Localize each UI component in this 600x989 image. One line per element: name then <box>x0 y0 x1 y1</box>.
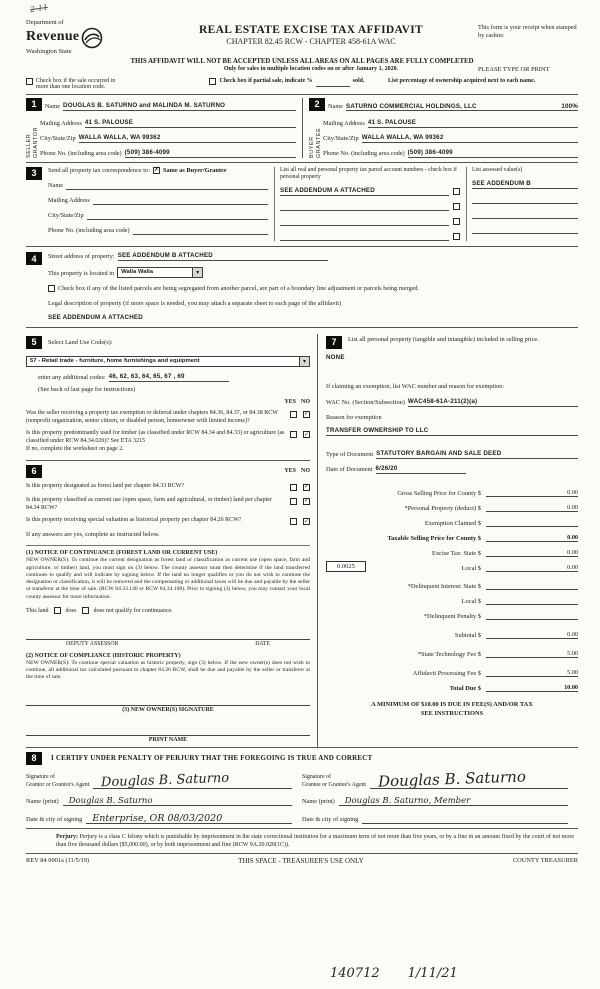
partial-sale-label: Check box if partial sale, indicate % <box>219 77 313 84</box>
corr-city-label: City/State/Zip <box>48 211 84 219</box>
revenue-wordmark: Revenue <box>26 29 80 45</box>
grantor-name-print-label: Name (print) <box>26 797 59 805</box>
section-7-number: 7 <box>326 336 342 349</box>
multi-location-checkbox[interactable] <box>26 78 33 85</box>
gross-price-field[interactable]: 0.00 <box>486 489 578 497</box>
q-timber-yes-checkbox[interactable] <box>290 431 297 438</box>
wac-label: WAC No. (Section/Subsection) <box>326 398 405 406</box>
section-5-number: 5 <box>26 336 42 349</box>
same-as-buyer-label: Same as Buyer/Grantee <box>162 166 227 174</box>
q-currentuse-yes-checkbox[interactable] <box>290 498 297 505</box>
doc-date-label: Date of Document <box>326 465 373 473</box>
state-tech-fee-field[interactable]: 5.00 <box>486 650 578 658</box>
partial-sale-checkbox[interactable] <box>209 78 216 85</box>
dor-swirl-icon <box>81 27 103 49</box>
deputy-assessor-label: DEPUTY ASSESSOR <box>66 640 119 647</box>
grantee-signature: Douglas B. Saturno <box>377 767 527 791</box>
form-footer <box>26 854 578 865</box>
segregated-label: Check box if any of the listed parcels are being segregated from another parcel, are part of a boundary line adjustment or parcels being merged. <box>58 285 420 293</box>
timber-agriculture-question: Is this property predominantly used for timber (as classified under RCW 84.34 and 84.33) or agriculture (as classified under RCW 84.34.020)? See ETA 3215 If no, complete the worksheet on page 2. <box>26 430 285 452</box>
reason-field[interactable]: TRANSFER OWNERSHIP TO LLC <box>326 427 578 436</box>
this-land-label: This land <box>26 607 49 614</box>
seller-side-label: SELLER GRANTOR <box>25 126 39 158</box>
grantor-date-city-field[interactable]: Enterprise, OR 08/03/2020 <box>86 815 292 824</box>
exemption-intro: If claiming an exemption, list WAC number and reason for exemption: <box>326 382 505 390</box>
excise-state-field[interactable]: 0.00 <box>486 549 578 557</box>
grantor-name-print-field[interactable]: Douglas B. Saturno <box>63 797 292 806</box>
q-forest-yes-checkbox[interactable] <box>290 484 297 491</box>
grantee-date-city-field[interactable] <box>362 815 568 824</box>
completion-warning: THIS AFFIDAVIT WILL NOT BE ACCEPTED UNLESS ALL AREAS ON ALL PAGES ARE FULLY COMPLETED <box>130 57 474 65</box>
historic-property-question: Is this property receiving special valuation as historical property per chapter 84.26 RCW? <box>26 517 242 524</box>
assessed-field-2[interactable] <box>472 195 578 204</box>
dor-logo <box>26 20 144 56</box>
exemption-fees-column <box>318 334 578 747</box>
fee-label: Excise Tax: State $ <box>432 549 481 557</box>
affidavit-fee-field[interactable]: 5.00 <box>486 669 578 677</box>
county-treasurer-label: COUNTY TREASURER <box>512 857 578 865</box>
assessed-field-3[interactable] <box>472 210 578 219</box>
fee-label: *Delinquent Interest: State $ <box>407 582 481 590</box>
grantee-date-city-label: Date & city of signing <box>302 815 359 823</box>
subtotal-field[interactable]: 0.00 <box>486 631 578 639</box>
dept-of-label: Department of <box>26 19 64 26</box>
new-owner-signature-label: (3) NEW OWNER(S) SIGNATURE <box>122 706 214 713</box>
seller-city-field[interactable]: WALLA WALLA, WA 99362 <box>79 134 296 143</box>
does-label: does <box>65 607 77 614</box>
notice-continuance-title: (1) NOTICE OF CONTINUANCE (FOREST LAND OR CURRENT USE) <box>26 545 310 556</box>
buyer-section <box>302 98 578 158</box>
notice-compliance-title: (2) NOTICE OF COMPLIANCE (HISTORIC PROPERTY) <box>26 652 181 659</box>
fee-label: Taxable Selling Price for County $ <box>387 534 481 542</box>
total-due-field[interactable]: 10.00 <box>486 684 578 692</box>
section-6-number: 6 <box>26 465 42 478</box>
q-currentuse-no-checkbox[interactable]: ✓ <box>303 497 310 505</box>
parcel-field-2[interactable] <box>280 202 449 211</box>
ownership-note: List percentage of ownership acquired next to each name. <box>388 77 536 84</box>
parcel-field-4[interactable] <box>280 232 449 241</box>
minimum-due-note: A MINIMUM OF $10.00 IS DUE IN FEE(S) AND/OR TAX SEE INSTRUCTIONS <box>371 700 533 717</box>
pen-scribble: 2-11 <box>29 2 49 15</box>
notice-continuance-body: NEW OWNER(S): To continue the current designation as forest land or classification as current use (open space, farm and agriculture, or timber) land, you must sign on (3) below. The county assessor must then determine if the land transferred continues to qualify and will indicate by signing below. If the land no longer qualifies or you do not wish to continue the designation or classification, it will be removed and the compensating or additional taxes will be due and payable by the seller or transferor at the time of sale. (RCW 84.33.140 or RCW 84.34.108). Prior to signing (3) below, you may contact your local county assessor for more information. <box>26 557 310 600</box>
buyer-phone-field[interactable]: (509) 386-4099 <box>408 149 578 158</box>
multi-location-label: Check box if the sale occurred in more than one location code. <box>36 77 116 90</box>
exemption-claimed-field[interactable] <box>486 519 578 527</box>
same-as-buyer-checkbox[interactable]: ✗ <box>153 166 159 174</box>
local-rate-box: 0.0025 <box>326 561 366 572</box>
fee-label: Exemption Claimed $ <box>424 519 481 527</box>
form-revision: REV 84 0001a (11/5/19) <box>26 857 90 865</box>
does-not-label: does not qualify for continuance. <box>93 607 173 614</box>
grantor-date-city-label: Date & city of signing <box>26 815 83 823</box>
reason-label: Reason for exemption <box>326 413 382 421</box>
street-address-label: Street address of property: <box>48 253 115 261</box>
land-use-select[interactable]: 57 - Retail trade - furniture, home furnishings and equipment ▾ <box>26 356 310 367</box>
perjury-notice: Perjury: Perjury is a class C felony which is punishable by imprisonment in the state correctional institution for a maximum term of not more than five years, or by a fine in an amount fixed by the court of not more than five thousand dollars ($5,000.00), or by both imprisonment and fine (RCW 9A.20.020(1C)). <box>26 829 578 854</box>
parcel-numbers-header: List all real and personal property tax parcel account numbers - check box if personal property <box>280 166 457 180</box>
seller-mailing-label: Mailing Address <box>40 119 82 127</box>
certify-statement: I CERTIFY UNDER PENALTY OF PERJURY THAT THE FOREGOING IS TRUE AND CORRECT <box>51 754 373 763</box>
q-historic-no-checkbox[interactable]: ✓ <box>303 517 310 525</box>
personal-property-checkbox-1[interactable] <box>453 188 460 195</box>
does-qualify-checkbox[interactable] <box>54 607 61 614</box>
q-forest-no-checkbox[interactable]: ✓ <box>303 483 310 491</box>
new-owner-signature-line[interactable] <box>26 695 310 706</box>
street-address-field[interactable]: SEE ADDENDUM B ATTACHED <box>118 252 328 261</box>
buyer-mailing-label: Mailing Address <box>323 119 365 127</box>
personal-property-checkbox-2[interactable] <box>453 203 460 210</box>
current-use-question: Is this property classified as current use (open space, farm and agricultural, or timber) land per chapter 84.34 RCW? <box>26 496 272 511</box>
assessed-field-4[interactable] <box>472 225 578 234</box>
personal-property-label: List all personal property (tangible and intangible) included in selling price. <box>348 335 539 343</box>
partial-percent-field[interactable] <box>316 78 350 87</box>
corr-phone-field[interactable] <box>133 226 268 235</box>
doc-date-field[interactable]: 6/26/20 <box>376 465 466 474</box>
q-timber-no-checkbox[interactable]: ✓ <box>303 430 310 438</box>
corr-city-field[interactable] <box>87 211 268 220</box>
section-1-number: 1 <box>26 98 42 111</box>
assessed-values-header: List assessed value(s) <box>472 166 523 173</box>
grantor-signature-field[interactable] <box>93 771 292 789</box>
wac-field[interactable]: WAC458-61A-211(2)(a) <box>408 398 578 407</box>
q-exemption-no-checkbox[interactable]: ✓ <box>303 410 310 418</box>
doc-type-field[interactable]: STATUTORY BARGAIN AND SALE DEED <box>376 450 578 459</box>
form-header <box>26 20 578 56</box>
taxable-price-field[interactable]: 0.00 <box>486 534 578 542</box>
land-use-select-label: Select Land Use Code(s): <box>48 338 113 346</box>
doc-type-label: Type of Document <box>326 450 374 458</box>
buyer-phone-label: Phone No. (including area code) <box>323 149 405 157</box>
see-back-note: (See back of last page for instructions) <box>38 385 136 393</box>
fee-label: *Delinquent Penalty $ <box>423 612 481 620</box>
chevron-down-icon[interactable]: ▾ <box>192 268 202 277</box>
section-2-number: 2 <box>309 98 325 111</box>
q-historic-yes-checkbox[interactable] <box>290 518 297 525</box>
grantee-signature-label: Signature of Grantee or Grantee's Agent <box>302 774 367 788</box>
excise-local-field[interactable]: 0.00 <box>486 564 578 572</box>
receipt-number: 140712 <box>330 966 380 981</box>
corr-name-field[interactable] <box>66 181 268 190</box>
corr-mailing-field[interactable] <box>93 196 268 205</box>
personal-property-value[interactable]: NONE <box>326 353 345 361</box>
washington-state-label: Washington State <box>26 47 72 55</box>
additional-codes-label: enter any additional codes: <box>38 374 106 382</box>
fee-label: *Personal Property (deduct) $ <box>404 504 481 512</box>
notice-compliance-body: NEW OWNER(S): To continue special valuation as historic property, sign (3) below. If the new owner(s) does not wish to continue, all additional tax calculated pursuant to chapter 84.26 RCW, shall be due and payable by the seller or transferor at the time of sale. <box>26 659 310 681</box>
fee-label: Subtotal $ <box>454 631 481 639</box>
please-type-note: PLEASE TYPE OR PRINT <box>478 65 550 73</box>
fee-label: *State Technology Fee $ <box>417 650 481 658</box>
personal-deduct-field[interactable]: 0.00 <box>486 504 578 512</box>
any-yes-note: If any answers are yes, complete as instructed below. <box>26 531 160 539</box>
seller-section <box>26 98 302 158</box>
only-for-note: Only for sales in multiple location codes on or after January 1, 2020. <box>223 65 399 72</box>
treasurer-receipt-handwriting <box>330 966 458 981</box>
forest-land-question: Is this property designated as forest land per chapter 84.33 RCW? <box>26 482 185 489</box>
print-name-line[interactable] <box>26 725 310 736</box>
print-name-label: PRINT NAME <box>148 736 188 743</box>
buyer-name-field[interactable]: SATURNO COMMERCIAL HOLDINGS, LLC 100% <box>346 102 578 110</box>
grantor-signature: Douglas B. Saturno <box>101 770 230 790</box>
page-subtitle: CHAPTER 82.45 RCW - CHAPTER 458-61A WAC <box>226 37 396 46</box>
no-header: NO <box>301 398 310 405</box>
page-title: REAL ESTATE EXCISE TAX AFFIDAVIT <box>199 24 423 36</box>
grantee-name-print-field[interactable]: Douglas B. Saturno, Member <box>339 797 568 806</box>
partial-sold-label: sold. <box>352 77 365 84</box>
fee-label: Local $ <box>461 564 481 572</box>
land-use-column: 5 Select Land Use Code(s): 57 - Retail trade - furniture, home furnishings and equipment ▾ enter any additional codes: 46, 62, 63, 64, 65, 67 , 69 (See back of last page for instructions) YES NO Was the seller receiving a property tax exemption or deferral under chapters 84.36, 84.37, or 84.38 RCW (nonprofit organization, senior citizen, or disabled person, homeowner with limited income)? ✓ Is this property predominantly used for timber (as classified under RCW 84.34 and 84.33) or agriculture (as classified under RCW 84.34.020)? See ETA 3215 If no, complete the worksheet on page 2. ✓ 6 YES NO Is this property designated as forest land per chapter 84.33 RCW? ✓ Is this property classified as current use (open space, farm and agricultural, or timber) land per chapter 84.34 RCW? ✓ Is this property receiving special valuation as historical property per chapter 84.26 RCW? ✓ If any answers are yes, complete as instructed below. (1) NOTICE OF CONTINUANCE (FOREST LAND OR CURRENT USE) NEW OWNER(S): To continue the current designation as forest land or classification as current use (open space, farm and agriculture, or timber) land, you must sign on (3) below. The county assessor must then determine if the land transferred continues to qualify and will indicate by signing below. If the land no longer qualifies or you do not wish to continue the designation or classification, it will be removed and the compensating or additional taxes will be due and payable by the seller or transferor at the time of sale. (RCW 84.33.140 or RCW 84.34.108). Prior to signing (3) below, you may contact your local county assessor for more information. This land does does not qualify for continuance. DEPUTY ASSESSOR DATE (2) NOTICE OF COMPLIANCE (HISTORIC PROPERTY) NEW OWNER(S): To continue special valuation as historic property, sign (3) below. If the new owner(s) does not wish to continue, all additional tax calculated pursuant to chapter 84.26 RCW, shall be due and payable by the seller or transferor at the time of sale. (3) NEW OWNER(S) SIGNATURE PRINT NAME <box>26 334 318 747</box>
date-label: DATE <box>255 640 270 647</box>
buyer-city-label: City/State/Zip <box>323 134 359 142</box>
property-location-section <box>26 247 578 328</box>
fee-label: Affidavit Processing Fee $ <box>412 669 481 677</box>
corr-mailing-label: Mailing Address <box>48 196 90 204</box>
located-in-label: This property is located in <box>48 270 115 278</box>
personal-property-checkbox-4[interactable] <box>453 233 460 240</box>
delinquent-interest-local-field[interactable] <box>486 597 578 605</box>
tax-correspondence-section <box>26 163 578 247</box>
seller-mailing-field[interactable]: 41 S. PALOUSE <box>85 119 296 128</box>
receipt-note: This form is your receipt when stamped by cashier. <box>478 24 577 40</box>
parcel-field-3[interactable] <box>280 217 449 226</box>
legal-description-value[interactable]: SEE ADDENDUM A ATTACHED <box>48 313 143 321</box>
delinquent-penalty-field[interactable] <box>486 612 578 620</box>
personal-property-checkbox-3[interactable] <box>453 218 460 225</box>
fee-label: Gross Selling Price for County $ <box>397 489 481 497</box>
yes-header: YES <box>284 398 296 405</box>
send-correspondence-label: Send all property tax correspondence to: <box>48 166 150 174</box>
seller-name-label: Name <box>45 102 61 110</box>
corr-name-label: Name <box>48 181 64 189</box>
buyer-side-label: BUYER GRANTEE <box>308 127 322 158</box>
parcel-field-1[interactable]: SEE ADDENDUM A ATTACHED <box>280 187 449 196</box>
seller-exemption-question: Was the seller receiving a property tax exemption or deferral under chapters 84.36, 84.37, or 84.38 RCW (nonprofit organization, senior citizen, or disabled person, homeowner with limited income)? <box>26 409 278 424</box>
treasurer-space-label: THIS SPACE - TREASURER'S USE ONLY <box>238 856 364 865</box>
receipt-date: 1/11/21 <box>407 966 458 981</box>
additional-codes-field[interactable]: 46, 62, 63, 64, 65, 67 , 69 <box>109 373 229 382</box>
fee-label: Total Due $ <box>449 684 481 692</box>
buyer-name-label: Name <box>328 102 344 110</box>
certification-section <box>26 748 578 829</box>
seller-phone-field[interactable]: (509) 386-4099 <box>125 149 296 158</box>
assessed-field-1[interactable]: SEE ADDENDUM B <box>472 180 578 189</box>
fee-table <box>326 482 578 692</box>
buyer-city-field[interactable]: WALLA WALLA, WA 99362 <box>362 134 578 143</box>
seller-city-label: City/State/Zip <box>40 134 76 142</box>
delinquent-interest-state-field[interactable] <box>486 582 578 590</box>
legal-description-label: Legal description of property (if more space is needed, you may attach a separate sheet to each page of the affidavit) <box>48 300 342 308</box>
top-options <box>26 78 578 95</box>
county-select[interactable]: Walla Walla ▾ <box>117 267 203 278</box>
grantor-signature-label: Signature of Grantor or Grantor's Agent <box>26 774 90 788</box>
seller-phone-label: Phone No. (including area code) <box>40 149 122 157</box>
section-3-number: 3 <box>26 167 42 180</box>
deputy-assessor-signature-line[interactable] <box>26 629 310 640</box>
ownership-percent-value: 100% <box>561 102 578 110</box>
seller-name-field[interactable]: DOUGLAS B. SATURNO and MALINDA M. SATURNO <box>63 102 296 111</box>
grantee-name-print-label: Name (print) <box>302 797 335 805</box>
segregated-checkbox[interactable] <box>48 285 55 292</box>
fee-label: Local $ <box>461 597 481 605</box>
chevron-down-icon[interactable]: ▾ <box>299 357 309 366</box>
does-not-qualify-checkbox[interactable] <box>82 607 89 614</box>
buyer-mailing-field[interactable]: 41 S. PALOUSE <box>368 119 578 128</box>
grantee-signature-field[interactable] <box>370 767 568 791</box>
section-8-number: 8 <box>26 752 42 765</box>
corr-phone-label: Phone No. (including area code) <box>48 226 130 234</box>
q-exemption-yes-checkbox[interactable] <box>290 411 297 418</box>
section-4-number: 4 <box>26 252 42 265</box>
